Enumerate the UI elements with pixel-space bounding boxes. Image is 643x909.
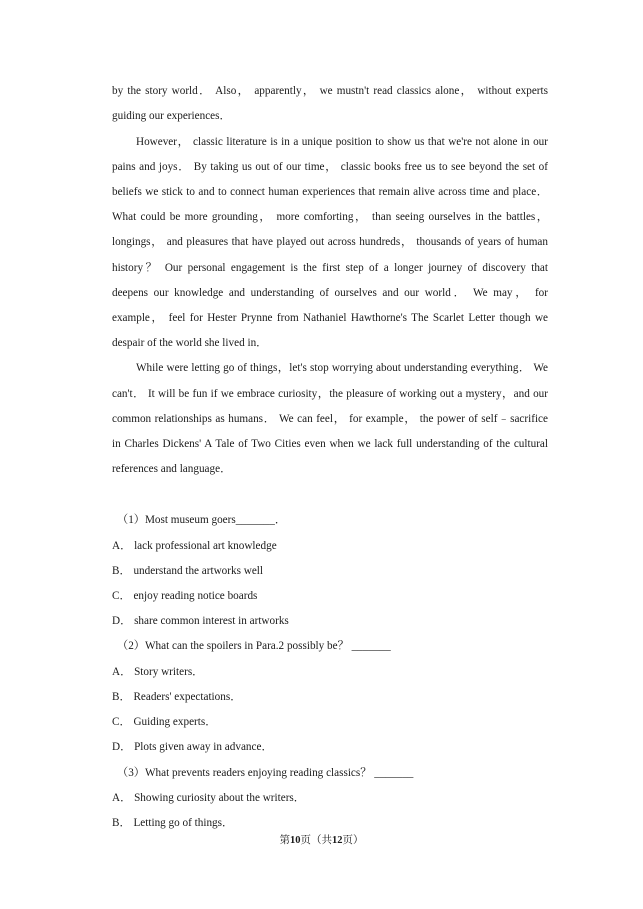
passage-line: in Charles Dickens' A Tale of Two Cities even when we lack full understanding of the cultural bbox=[112, 438, 548, 450]
passage-line: by the story world． Also， apparently， we mustn't read classics alone， without experts bbox=[112, 85, 548, 97]
question-stem: （3）What prevents readers enjoying reading classics？ _______ bbox=[117, 767, 414, 779]
passage-line: despair of the world she lived in． bbox=[112, 337, 268, 349]
page-total: 12 bbox=[332, 835, 343, 846]
answer-option: C． enjoy reading notice boards bbox=[112, 590, 258, 602]
passage-line: guiding our experiences． bbox=[112, 110, 231, 122]
footer-middle: 页（共 bbox=[300, 834, 332, 846]
footer-suffix: 页） bbox=[342, 834, 364, 846]
passage-line: references and language． bbox=[112, 463, 232, 475]
passage-line: can't． It will be fun if we embrace curiosity，the pleasure of working out a mystery，and our bbox=[112, 388, 548, 400]
question-stem: （2）What can the spoilers in Para.2 possibly be？ _______ bbox=[117, 640, 391, 652]
passage-line: However， classic literature is in a unique position to show us that we're not alone in our bbox=[136, 136, 548, 148]
passage-line: While were letting go of things，let's stop worrying about understanding everything． We bbox=[136, 362, 548, 374]
answer-option: A． Story writers． bbox=[112, 666, 204, 678]
answer-option: A． Showing curiosity about the writers． bbox=[112, 792, 305, 804]
answer-option: D． Plots given away in advance． bbox=[112, 741, 273, 753]
page-footer bbox=[0, 834, 643, 847]
passage-line: common relationships as humans． We can feel， for example， the power of self﹣sacrifice bbox=[112, 413, 548, 425]
answer-option: B． Readers' expectations． bbox=[112, 691, 242, 703]
passage-line: deepens our knowledge and understanding of ourselves and our world． We may， for bbox=[112, 287, 548, 299]
passage-line: What could be more grounding， more comforting， than seeing ourselves in the battles， bbox=[112, 211, 548, 223]
answer-option: A． lack professional art knowledge bbox=[112, 540, 277, 552]
answer-option: B． Letting go of things． bbox=[112, 817, 234, 829]
passage-line: beliefs we stick to and to connect human experiences that remain alive across time and place． bbox=[112, 186, 548, 198]
passage-line: longings， and pleasures that have played out across hundreds， thousands of years of human bbox=[112, 236, 548, 248]
footer-prefix: 第 bbox=[279, 834, 290, 846]
passage-line: example， feel for Hester Prynne from Nathaniel Hawthorne's The Scarlet Letter though we bbox=[112, 312, 548, 324]
passage-line: history？ Our personal engagement is the first step of a longer journey of discovery that bbox=[112, 262, 548, 274]
passage-line: pains and joys． By taking us out of our time， classic books free us to see beyond the set of bbox=[112, 161, 548, 173]
question-stem: （1）Most museum goers_______． bbox=[117, 514, 287, 526]
answer-option: B． understand the artworks well bbox=[112, 565, 263, 577]
answer-option: C． Guiding experts． bbox=[112, 716, 217, 728]
answer-option: D． share common interest in artworks bbox=[112, 615, 289, 627]
page-number: 10 bbox=[290, 835, 301, 846]
